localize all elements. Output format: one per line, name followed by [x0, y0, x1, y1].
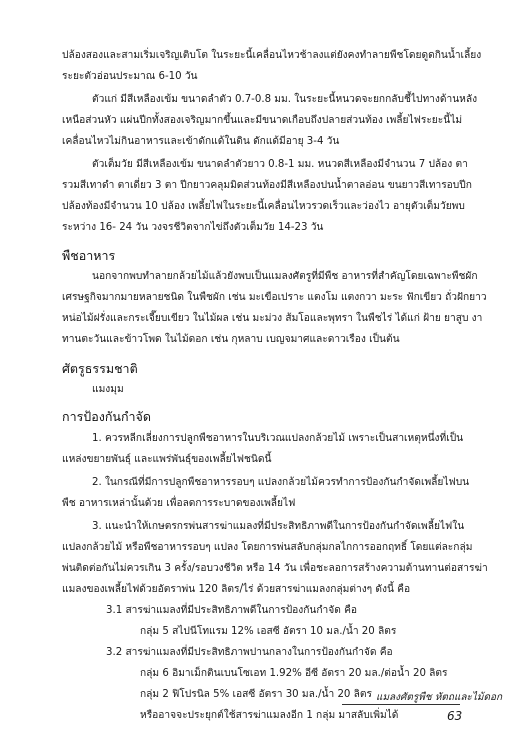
body-line: นอกจากพบทำลายกล้วยไม้แล้วยังพบเป็นแมลงศัตรูที่มีพืช อาหารที่สำคัญโดยเฉพาะพืชผัก	[92, 271, 478, 282]
body-line: เหนือส่วนหัว แผ่นปีกทั้งสองเจริญมากขึ้นและมีขนาดเกือบถึงปลายส่วนท้อง เพลี้ยไฟระยะนี้ไม่	[62, 115, 463, 126]
body-line: เศรษฐกิจมากมายหลายชนิด ในพืชผัก เช่น มะเขือเปราะ แตงโม แตงกวา มะระ ฟักเขียว ถั่วฝักยาว	[62, 292, 487, 303]
footer-title: แมลงศัตรูพืช หัตถและไม้ดอก	[376, 692, 503, 703]
body-line: รวมสีเทาดำ ตาเดี่ยว 3 ตา ปีกยาวคลุมมิดส่วนท้องมีสีเหลืองปนน้ำตาลอ่อน ขนยาวสีเทารอบปีก	[62, 180, 472, 191]
body-line: หรืออาจจะประยุกต์ใช้สารฆ่าแมลงอีก 1 กลุ่ม มาสลับเพิ่มได้	[140, 710, 399, 721]
body-line: แมลงของเพลี้ยไฟด้วยอัตราพ่น 120 ลิตร/ไร่ ด้วยสารฆ่าแมลงกลุ่มต่างๆ ดังนี้ คือ	[62, 584, 411, 595]
body-line: 1. ควรหลีกเลี่ยงการปลูกพืชอาหารในบริเวณแปลงกล้วยไม้ เพราะเป็นสาเหตุหนึ่งที่เป็น	[92, 433, 464, 444]
body-line: ระยะตัวอ่อนประมาณ 6-10 วัน	[62, 71, 198, 82]
body-line: ตัวแก่ มีสีเหลืองเข้ม ขนาดลำตัว 0.7-0.8 มม. ในระยะนี้หนวดจะยกกลับชี้ไปทางด้านหลัง	[92, 94, 478, 105]
body-line: พืช อาหารเหล่านั้นด้วย เพื่อลดการระบาดของเพลี้ยไฟ	[62, 498, 296, 509]
body-line: ตัวเต็มวัย มีสีเหลืองเข้ม ขนาดลำตัวยาว 0.8-1 มม. หนวดสีเหลืองมีจำนวน 7 ปล้อง ตา	[92, 159, 468, 170]
body-line: พ่นติดต่อกันไม่ควรเกิน 3 ครั้ง/รอบวงชีวิต หรือ 14 วัน เพื่อชะลอการสร้างความต้านทานต่อสารฆ่า	[62, 563, 488, 574]
section-heading: การป้องกันกำจัด	[62, 409, 151, 424]
section-heading: ศัตรูธรรมชาติ	[62, 361, 138, 376]
page-number: 63	[447, 709, 463, 723]
body-line: 2. ในกรณีที่มีการปลูกพืชอาหารรอบๆ แปลงกล้วยไม้ควรทำการป้องกันกำจัดเพลี้ยไฟบน	[92, 477, 470, 488]
body-line: แหล่งขยายพันธุ์ และแพร่พันธุ์ของเพลี้ยไฟชนิดนี้	[62, 454, 272, 465]
body-line: แมงมุม	[92, 384, 124, 395]
body-line: ปล้องท้องมีจำนวน 10 ปล้อง เพลี้ยไฟในระยะนี้เคลื่อนไหวรวดเร็วและว่องไว อายุตัวเต็มวัยพบ	[62, 201, 465, 212]
footer-rule	[342, 704, 460, 705]
body-line: แปลงกล้วยไม้ หรือพืชอาหารรอบๆ แปลง โดยการพ่นสลับกลุ่มกลไกการออกฤทธิ์ โดยแต่ละกลุ่ม	[62, 542, 473, 553]
body-line: หน่อไม้ฝรั่งและกระเจี๊ยบเขียว ในไม้ผล เช่น มะม่วง ส้มโอและพุทรา ในพืชไร่ ได้แก่ ฝ้าย ยาสูบ งา	[62, 313, 483, 324]
body-line: กลุ่ม 5 สไปนีโทแรม 12% เอสซี อัตรา 10 มล./น้ำ 20 ลิตร	[140, 626, 397, 637]
body-line: ระหว่าง 16- 24 วัน วงจรชีวิตจากไข่ถึงตัวเต็มวัย 14-23 วัน	[62, 222, 324, 233]
body-line: 3.1 สารฆ่าแมลงที่มีประสิทธิภาพดีในการป้องกันกำจัด คือ	[106, 605, 358, 616]
body-line: กลุ่ม 2 ฟิโปรนิล 5% เอสซี อัตรา 30 มล./น้ำ 20 ลิตร	[140, 689, 372, 700]
body-line: ปล้องสองและสามเริ่มเจริญเติบโต ในระยะนี้เคลื่อนไหวช้าลงแต่ยังคงทำลายพืชโดยดูดกินน้ำเลี้ยง	[62, 50, 482, 61]
body-line: เคลื่อนไหวไม่กินอาหารและเข้าดักแด้ในดิน ดักแด้มีอายุ 3-4 วัน	[62, 136, 340, 147]
section-heading: พืชอาหาร	[62, 248, 116, 263]
body-line: 3.2 สารฆ่าแมลงที่มีประสิทธิภาพปานกลางในการป้องกันกำจัด คือ	[106, 647, 393, 658]
body-line: 3. แนะนำให้เกษตรกรพ่นสารฆ่าแมลงที่มีประสิทธิภาพดีในการป้องกันกำจัดเพลี้ยไฟใน	[92, 521, 465, 532]
body-line: กลุ่ม 6 อิมาเม็กตินเบนโซเอท 1.92% อีซี อัตรา 20 มล./ต่อน้ำ 20 ลิตร	[140, 668, 448, 679]
body-line: ทานตะวันและข้าวโพด ในไม้ดอก เช่น กุหลาบ เบญจมาศและดาวเรือง เป็นต้น	[62, 334, 400, 345]
